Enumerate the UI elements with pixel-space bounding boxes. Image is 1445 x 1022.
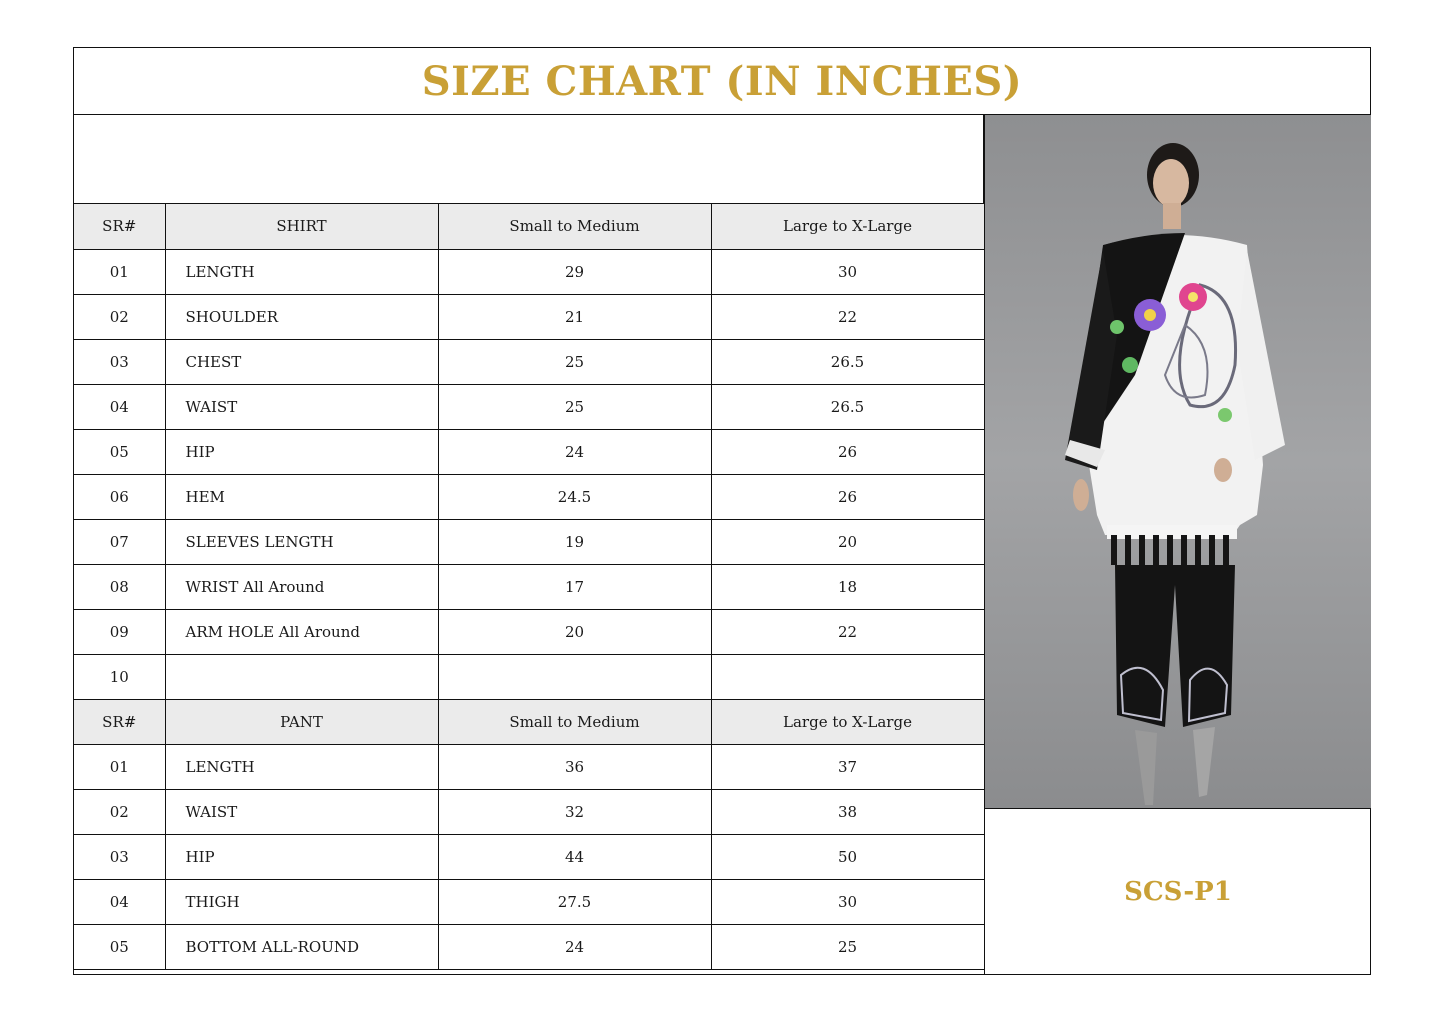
table-row [74,564,984,609]
tunic-fringe [1107,525,1237,568]
small-medium-cell: 21 [438,294,711,339]
small-medium-cell: 17 [438,564,711,609]
sr-cell: 10 [74,654,165,699]
table-row [74,429,984,474]
table-row [74,834,984,879]
large-xlarge-cell: 18 [711,564,984,609]
table-row [74,654,984,699]
sr-cell: 02 [74,294,165,339]
blank-header-area [74,115,984,204]
left-shoe [1135,730,1157,805]
title-row [74,48,1370,115]
table-row [74,879,984,924]
large-xlarge-cell: 20 [711,519,984,564]
leaf-green [1110,320,1124,334]
measurement-name-cell [165,654,438,699]
measurement-name-cell: SLEEVES LENGTH [165,519,438,564]
sr-cell: 03 [74,834,165,879]
product-code: SCS-P1 [1124,877,1232,907]
sr-cell: 05 [74,924,165,969]
right-shoe [1193,727,1215,797]
page-title: SIZE CHART (IN INCHES) [421,57,1023,105]
table-row [74,609,984,654]
right-hand [1214,458,1232,482]
model-illustration [985,115,1371,809]
small-medium-cell: 32 [438,789,711,834]
pant-header-row [74,699,984,744]
pant-small-medium-header: Small to Medium [438,699,711,744]
sr-cell: 06 [74,474,165,519]
sr-cell: 07 [74,519,165,564]
sr-cell: 08 [74,564,165,609]
small-medium-cell: 36 [438,744,711,789]
table-row [74,744,984,789]
measurement-name-cell: WAIST [165,384,438,429]
face-shape [1153,159,1189,207]
sr-cell: 01 [74,249,165,294]
measurement-name-cell: HIP [165,429,438,474]
measurement-name-cell: LENGTH [165,249,438,294]
neck-shape [1163,203,1181,229]
sr-cell: 02 [74,789,165,834]
flower-center [1144,309,1156,321]
pant-sr-header: SR# [74,699,165,744]
large-xlarge-cell: 50 [711,834,984,879]
large-xlarge-cell: 25 [711,924,984,969]
measurement-name-cell: WRIST All Around [165,564,438,609]
table-row [74,249,984,294]
large-xlarge-cell: 26 [711,474,984,519]
size-table [74,204,985,970]
sr-cell: 05 [74,429,165,474]
measurement-name-cell: LENGTH [165,744,438,789]
table-row [74,519,984,564]
measurement-name-cell: BOTTOM ALL-ROUND [165,924,438,969]
left-hand [1073,479,1089,511]
measurement-name-cell: HEM [165,474,438,519]
small-medium-cell: 25 [438,384,711,429]
pant-measure-header: PANT [165,699,438,744]
large-xlarge-cell: 26.5 [711,384,984,429]
measurement-name-cell: WAIST [165,789,438,834]
shirt-sr-header: SR# [74,204,165,249]
shirt-header-row [74,204,984,249]
measurement-name-cell: CHEST [165,339,438,384]
table-row [74,339,984,384]
measurement-name-cell: ARM HOLE All Around [165,609,438,654]
measurement-name-cell: HIP [165,834,438,879]
large-xlarge-cell: 30 [711,879,984,924]
table-row [74,789,984,834]
large-xlarge-cell: 37 [711,744,984,789]
small-medium-cell: 19 [438,519,711,564]
pant-large-xlarge-header: Large to X-Large [711,699,984,744]
model-photo [984,115,1371,809]
large-xlarge-cell: 22 [711,609,984,654]
shirt-measure-header: SHIRT [165,204,438,249]
small-medium-cell: 25 [438,339,711,384]
small-medium-cell: 24.5 [438,474,711,519]
small-medium-cell [438,654,711,699]
table-row [74,924,984,969]
large-xlarge-cell: 30 [711,249,984,294]
large-xlarge-cell: 26 [711,429,984,474]
sr-cell: 09 [74,609,165,654]
small-medium-cell: 27.5 [438,879,711,924]
sr-cell: 03 [74,339,165,384]
shirt-large-xlarge-header: Large to X-Large [711,204,984,249]
large-xlarge-cell: 22 [711,294,984,339]
large-xlarge-cell [711,654,984,699]
table-row [74,294,984,339]
shirt-small-medium-header: Small to Medium [438,204,711,249]
measurement-name-cell: SHOULDER [165,294,438,339]
large-xlarge-cell: 26.5 [711,339,984,384]
small-medium-cell: 29 [438,249,711,294]
large-xlarge-cell: 38 [711,789,984,834]
flower-center [1188,292,1198,302]
measurement-name-cell: THIGH [165,879,438,924]
small-medium-cell: 24 [438,924,711,969]
pants [1115,565,1235,727]
table-row [74,384,984,429]
sr-cell: 04 [74,879,165,924]
sr-cell: 04 [74,384,165,429]
small-medium-cell: 44 [438,834,711,879]
small-medium-cell: 20 [438,609,711,654]
small-medium-cell: 24 [438,429,711,474]
size-chart-sheet [73,47,1371,975]
leaf-green [1122,357,1138,373]
table-row [74,474,984,519]
leaf-green [1218,408,1232,422]
sr-cell: 01 [74,744,165,789]
product-code-cell [984,809,1371,975]
